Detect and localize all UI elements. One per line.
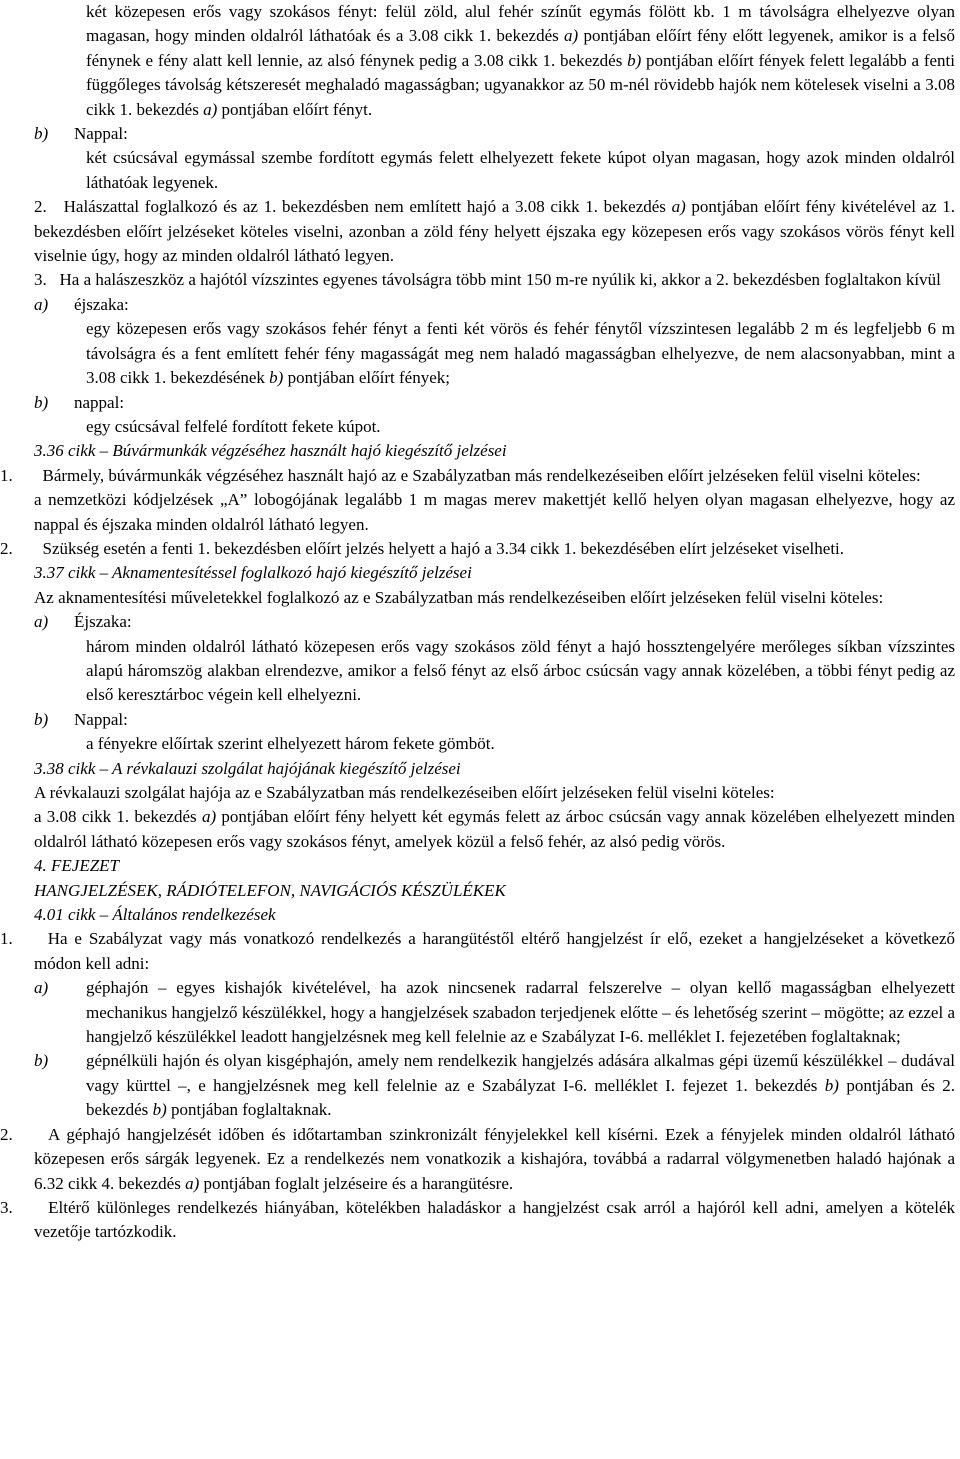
text-run: Eltérő különleges rendelkezés hiányában, kötelékben haladáskor a hangjelzést csak arról a hajóról kell adni, amelyen a kötelék vezetője tartózkodik. <box>34 1197 955 1242</box>
section-heading-3-38: 3.38 cikk – A révkalauzi szolgálat hajójának kiegészítő jelzései <box>34 758 461 778</box>
list-item-b-gepnelkuli <box>34 1049 955 1122</box>
list-item-b-nappal-2 <box>34 391 955 415</box>
list-label: a) <box>34 612 49 632</box>
paragraph-number: 2. <box>0 1124 13 1144</box>
paragraph-number: 1. <box>0 929 13 949</box>
point-ref: a) <box>671 197 686 217</box>
paragraph-3-36-2 <box>0 537 955 561</box>
text-run: pontjában előírt fény kivételével az 1. bekezdésben előírt jelzéseket köteles viselni, azonban a zöld fény helyett éjszaka egy közepesen erős vagy szokásos vörös fényt kell viselnie úgy, hogy az minden oldalról látható legyen. <box>34 197 956 266</box>
list-label: b) <box>34 124 49 144</box>
chapter-number: 4. FEJEZET <box>34 856 119 876</box>
text-run: két csúcsával egymással szembe fordított egymás felett elhelyezett fekete kúpot olyan magasan, hogy azok minden oldalról láthatóak legyenek. <box>86 148 955 192</box>
section-heading-4-01: 4.01 cikk – Általános rendelkezések <box>34 905 276 925</box>
point-ref: a) <box>203 99 218 119</box>
section-heading-3-37: 3.37 cikk – Aknamentesítéssel foglalkozó hajó kiegészítő jelzései <box>34 563 472 583</box>
point-ref: b) <box>824 1075 839 1095</box>
paragraph-3-38-1 <box>34 781 955 805</box>
chapter-title: HANGJELZÉSEK, RÁDIÓTELEFON, NAVIGÁCIÓS KÉSZÜLÉKEK <box>34 880 506 900</box>
text-run: pontjában és 2. bekezdés <box>86 1075 956 1120</box>
list-label: b) <box>34 709 49 729</box>
point-ref: a) <box>185 1173 200 1193</box>
list-item-title: Nappal: <box>74 709 128 729</box>
list-item-b-nappal-3-37 <box>34 708 955 732</box>
text-run: pontjában előírt fény előtt legyenek, amikor is a felső fénynek e fény alatt kell lennie, az alsó fénynek pedig a 3.08 cikk 1. bekezdés <box>86 26 956 70</box>
list-label: a) <box>34 978 49 998</box>
paragraph-3-37 <box>34 586 955 610</box>
list-item-title: Nappal: <box>74 124 128 144</box>
text-run: egy közepesen erős vagy szokásos fehér fényt a fenti két vörös és fehér fénytől vízszintesen legalább 2 m és legfeljebb 6 m távolságra és a fent említett fehér fény magasságát meg nem haladó magasságban elhelyezve, de nem alacsonyabban, mint a 3.08 cikk 1. bekezdésének <box>86 319 955 388</box>
text-run: Bármely, búvármunkák végzéséhez használt hajó az e Szabályzatban más rendelkezéseiben előírt jelzéseken felül viselni köteles: <box>42 465 921 485</box>
list-item-title: éjszaka: <box>74 294 129 314</box>
text-run: a fényekre előírtak szerint elhelyezett három fekete gömböt. <box>86 734 495 754</box>
paragraph-3-37-b-text <box>34 732 955 756</box>
list-item-title: Éjszaka: <box>74 612 132 632</box>
list-label: b) <box>34 1051 49 1071</box>
list-item-a-gephajon <box>34 976 955 1049</box>
paragraph-number: 2. <box>0 538 13 558</box>
point-ref: a) <box>564 26 579 46</box>
paragraph-4-01-3 <box>0 1196 955 1245</box>
text-run: pontjában előírt fény helyett két egymás felett az árboc csúcsán vagy annak közelében elhelyezett minden oldalról látható közepesen erős vagy szokásos fényt, amelyek közül a felső fehér, az alsó pedig vörös. <box>34 807 956 851</box>
text-run: pontjában foglalt jelzéseire és a harangütésre. <box>203 1173 514 1193</box>
text-run: A géphajó hangjelzését időben és időtartamban szinkronizált fényjelekkel kell kísérni. Ezek a fényjelek minden oldalról látható közepesen erős sárgák legyenek. Ez a rendelkezés nem vonatkozik a kishajóra, továbbá a radarral völgymenetben haladó hajónak a 6.32 cikk 4. bekezdés <box>34 1124 955 1193</box>
section-heading-3-36: 3.36 cikk – Búvármunkák végzéséhez használt hajó kiegészítő jelzései <box>34 441 507 461</box>
text-run: gépnélküli hajón és olyan kisgéphajón, amely nem rendelkezik hangjelzés adására alkalmas gépi üzemű készülékkel – dudával vagy kürttel –, e hangjelzésnek meg kell felelnie az e Szabályzat I-6. melléklet I. fejezet 1. bekezdés <box>86 1051 955 1095</box>
paragraph-3-37-a-text <box>34 635 955 708</box>
text-run: pontjában előírt fények; <box>287 368 450 388</box>
point-ref: b) <box>152 1100 167 1120</box>
paragraph-nappal-2-text <box>34 415 955 439</box>
text-run: pontjában foglaltaknak. <box>170 1100 332 1120</box>
paragraph-continuation <box>34 0 955 122</box>
text-run: egy csúcsával felfelé fordított fekete kúpot. <box>86 416 381 436</box>
text-run: a 3.08 cikk 1. bekezdés <box>34 807 197 827</box>
list-item-a-ejszaka-3-37 <box>34 610 955 634</box>
paragraph-number: 1. <box>0 465 13 485</box>
paragraph-number: 2. <box>34 197 47 217</box>
paragraph-3-36-1b <box>34 488 955 537</box>
text-run: Ha a halászeszköz a hajótól vízszintes egyenes távolságra több mint 150 m-re nyúlik ki, akkor a 2. bekezdésben foglaltakon kívül <box>59 270 941 290</box>
paragraph-4-01-2 <box>0 1123 955 1196</box>
list-item-b-nappal <box>34 122 955 146</box>
text-run: két közepesen erős vagy szokásos fényt: felül zöld, alul fehér színűt egymás fölött kb. 1 m távolságra elhelyezve olyan magasan, hogy minden oldalról láthatóak és a 3.08 cikk 1. bekezdés <box>86 2 955 46</box>
text-run: Szükség esetén a fenti 1. bekezdésben előírt jelzés helyett a hajó a 3.34 cikk 1. bekezdésében elírt jelzéseket viselheti. <box>42 538 845 558</box>
paragraph-2 <box>34 195 955 268</box>
text-run: A révkalauzi szolgálat hajója az e Szabályzatban más rendelkezéseiben előírt jelzéseken felül viselni köteles: <box>34 783 775 802</box>
text-run: pontjában előírt fények felett legalább a fenti függőleges távolság kétszeresét meghaladó magasságban; ugyanakkor az 50 m-nél rövidebb hajók nem kötelesek viselni a 3.08 cikk 1. bekezdés <box>86 50 955 119</box>
paragraph-nappal-text <box>34 146 955 195</box>
paragraph-ejszaka-text <box>34 317 955 390</box>
text-run: pontjában előírt fényt. <box>221 99 373 119</box>
text-run: Halászattal foglalkozó és az 1. bekezdésben nem említett hajó a 3.08 cikk 1. bekezdés <box>63 197 666 217</box>
text-run: a nemzetközi kódjelzések „A” lobogójának legalább 1 m magas merev makettjét kellő helyen olyan magasan elhelyezve, hogy az nappal és éjszaka minden oldalról látható legyen. <box>34 490 955 534</box>
point-ref: a) <box>201 807 217 827</box>
text-run: három minden oldalról látható közepesen erős vagy szokásos zöld fényt a hajó hossztengelyére merőleges síkban vízszintes alapú háromszög alakban elrendezve, amikor a felső fényt az első árboc csúcsán vagy annak közelében, a többi fényt pedig az első keresztárboc végein kell elhelyezni. <box>86 636 955 705</box>
point-ref: b) <box>627 50 642 70</box>
list-label: a) <box>34 294 49 314</box>
point-ref: b) <box>269 368 284 388</box>
paragraph-3-38-2 <box>34 805 955 854</box>
text-run: Ha e Szabályzat vagy más vonatkozó rendelkezés a harangütéstől eltérő hangjelzést ír elő, ezeket a hangjelzéseket a következő módon kell adni: <box>34 929 956 973</box>
text-run: géphajón – egyes kishajók kivételével, ha azok nincsenek radarral felszerelve – olyan kellő magasságban elhelyezett mechanikus hangjelző készülékkel, hogy a hangjelzések szabadon terjedjenek előtte – és lehetőség szerint – mögötte; az ezzel a hangjelző készülékkel leadott hangjelzésnek meg kell felelnie az e Szabályzat I-6. melléklet I. fejezetében foglaltaknak; <box>86 978 955 1047</box>
paragraph-number: 3. <box>34 270 47 290</box>
paragraph-3-36-1 <box>0 464 955 488</box>
paragraph-4-01-1 <box>0 927 956 976</box>
text-run: Az aknamentesítési műveletekkel foglalkozó az e Szabályzatban más rendelkezéseiben előírt jelzéseken felül viselni köteles: <box>34 587 884 607</box>
paragraph-number: 3. <box>0 1197 13 1217</box>
list-item-title: nappal: <box>74 392 125 412</box>
paragraph-3 <box>34 268 955 292</box>
list-label: b) <box>34 392 49 412</box>
list-item-a-ejszaka <box>34 293 955 317</box>
